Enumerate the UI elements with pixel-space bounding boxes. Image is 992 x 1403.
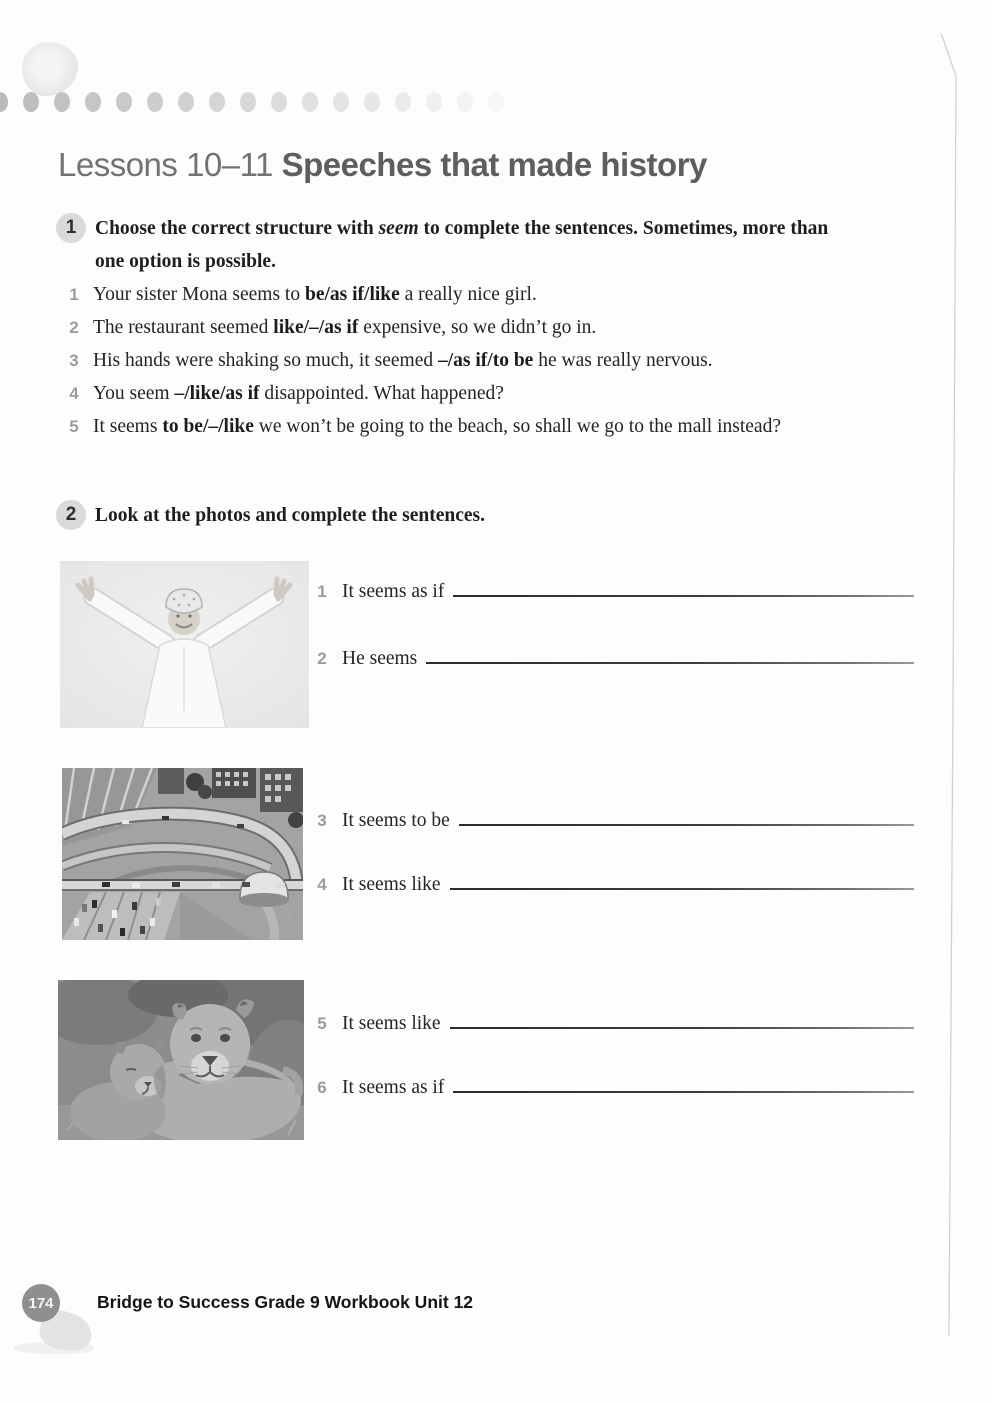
item-number: 3 (317, 811, 327, 830)
binding-dot (54, 92, 70, 112)
exercise1-item-4: 4 You seem –/like/as if disappointed. What happened? (64, 383, 504, 405)
answer-blank (450, 888, 914, 890)
lessons-label: Lessons 10–11 (58, 146, 282, 183)
sentence-stem: It seems to be (342, 810, 450, 831)
exercise1-item-3: 3 His hands were shaking so much, it seemed –/as if/to be he was really nervous. (64, 350, 713, 372)
exercise1-item-1: 1 Your sister Mona seems to be/as if/like a really nice girl. (64, 284, 537, 306)
page-number: 174 (28, 1294, 54, 1312)
exercise2-item-2 (312, 648, 914, 670)
binding-dot (178, 92, 194, 112)
binding-dot (116, 92, 132, 112)
lesson-title: Speeches that made history (281, 146, 707, 183)
exercise2-item-6 (312, 1077, 914, 1099)
item-number: 4 (69, 384, 79, 403)
binding-dot (302, 92, 318, 112)
exercise2-instruction: Look at the photos and complete the sentences. (95, 505, 485, 526)
binding-dot (426, 92, 442, 112)
item-number: 1 (69, 285, 79, 304)
item-number: 2 (69, 318, 79, 337)
item-number: 1 (317, 582, 327, 601)
exercise2-number: 2 (65, 504, 77, 525)
sentence-stem: It seems like (342, 1013, 441, 1034)
photo-lions (58, 980, 304, 1140)
binding-dot (364, 92, 380, 112)
exercise1-number-badge (56, 213, 86, 243)
binding-dot (395, 92, 411, 112)
binding-dot (147, 92, 163, 112)
answer-blank (453, 595, 914, 597)
binding-dot (85, 92, 101, 112)
page-number-badge (22, 1284, 60, 1322)
exercise2-number-badge (56, 500, 86, 530)
page-title (58, 146, 707, 184)
item-number: 4 (317, 875, 327, 894)
scan-smudge (22, 42, 78, 96)
exercise1-item-2: 2 The restaurant seemed like/–/as if expensive, so we didn’t go in. (64, 317, 596, 339)
binding-dot (23, 92, 39, 112)
exercise2-item-4 (312, 874, 914, 896)
binding-dot (209, 92, 225, 112)
photo-celebrating-man (60, 561, 309, 728)
choice-options: like/–/as if (273, 317, 359, 338)
exercise1-item-5: 5 It seems to be/–/like we won’t be going to the beach, so shall we go to the mall instead? (64, 416, 781, 438)
answer-blank (450, 1027, 914, 1029)
sentence-stem: He seems (342, 648, 418, 669)
choice-options: –/like/as if (174, 383, 260, 404)
choice-options: –/as if/to be (437, 350, 534, 371)
exercise1-instruction-line1: Choose the correct structure with seem to complete the sentences. Sometimes, more than (95, 218, 829, 239)
item-number: 6 (317, 1078, 327, 1097)
binding-dot (333, 92, 349, 112)
exercise2-item-1 (312, 581, 914, 603)
exercise1-instruction-line2: one option is possible. (95, 251, 276, 272)
binding-dot (457, 92, 473, 112)
binding-dot (0, 92, 8, 112)
binding-dot (271, 92, 287, 112)
answer-blank (453, 1091, 914, 1093)
choice-options: to be/–/like (162, 416, 254, 437)
binding-dot (488, 92, 504, 112)
sentence-stem: It seems as if (342, 1077, 445, 1098)
binding-dots (0, 92, 519, 112)
sentence-stem: It seems as if (342, 581, 445, 602)
sentence-stem: It seems like (342, 874, 441, 895)
answer-blank (426, 662, 914, 664)
choice-options: be/as if/like (304, 284, 400, 305)
binding-dot (240, 92, 256, 112)
item-number: 2 (317, 649, 327, 668)
photo-highway-interchange (62, 768, 303, 940)
answer-blank (459, 824, 914, 826)
item-number: 5 (69, 417, 79, 436)
item-number: 3 (69, 351, 79, 370)
exercise1-number: 1 (65, 217, 77, 238)
exercise2-item-3 (312, 810, 914, 832)
exercise2-item-5 (312, 1013, 914, 1035)
footer-title: Bridge to Success Grade 9 Workbook Unit 12 (97, 1292, 474, 1312)
item-number: 5 (317, 1014, 327, 1033)
